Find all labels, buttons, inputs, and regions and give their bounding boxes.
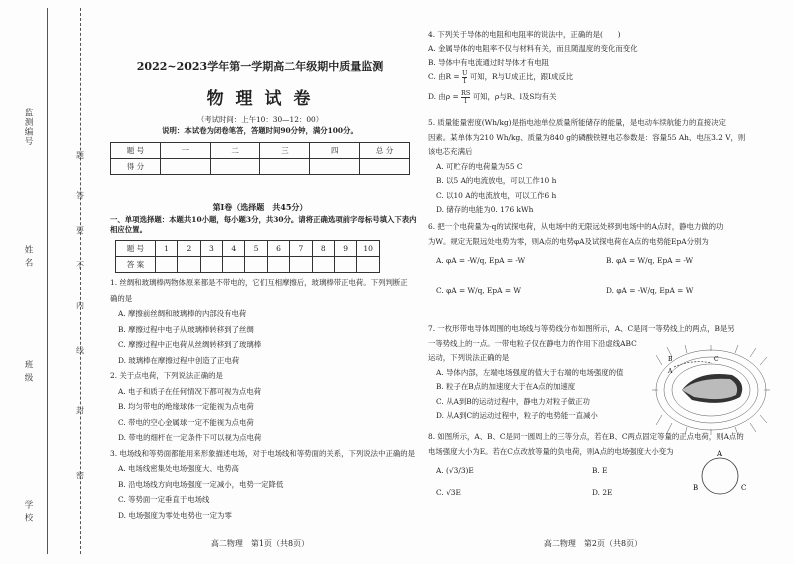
question-line-left: 1. 丝绸和玻璃棒两物体原来都是不带电的，它们互相摩擦后，玻璃棒带正电荷。下列判断正 — [110, 278, 408, 287]
question-line-q5: A. 可贮存的电荷量为55 C — [436, 161, 523, 171]
part1-instruction-1: 一、单项选择题：本题共10小题，每小题3分，共30分。请将正确选项前字母标号填入下表内 — [110, 215, 417, 224]
question-line-left: A. 摩擦前丝绸和玻璃棒的内部没有电荷 — [118, 309, 247, 318]
question-line-left: 2. 关于点电荷，下列说法正确的是 — [110, 371, 223, 380]
answer-table-cell: 8 — [312, 241, 334, 257]
score-table-cell: 得 分 — [111, 159, 161, 175]
answer-table-cell: 6 — [267, 241, 289, 257]
q4c-post: 可知，R与U成正比，跟I成反比 — [469, 72, 574, 81]
question-line-q7: 7. 一枚形带电导体周围的电场线与等势线分布如图所示，A、C是同一等势线上的两点，B是另 — [428, 324, 735, 333]
answer-table-cell — [178, 257, 200, 273]
question-line-q8: 8. 如图所示，A、B、C是同一圆周上的三等分点，若在B、C两点固定等量的正点电荷，则A点的 — [428, 432, 744, 441]
seal-char: 密 — [76, 471, 84, 480]
q4d-den: l — [464, 96, 467, 105]
score-table — [110, 142, 410, 175]
answer-table-cell: 9 — [334, 241, 356, 257]
fig7-label-b: B — [668, 356, 673, 363]
seal-char: 不 — [76, 261, 84, 270]
q4-option-b: B. 导体中有电流通过时导体才有电阻 — [428, 58, 549, 67]
q6-option: A. φA = -W/q, EpA = -W — [436, 256, 526, 265]
answer-table-cell — [334, 257, 356, 273]
q4d-post: 可知，ρ与R、l及S均有关 — [472, 92, 557, 101]
answer-table-cell: 答 案 — [116, 257, 156, 273]
exam-time: （考试时间：上午10：30—12：00） — [196, 115, 324, 124]
answer-table-cell: 10 — [357, 241, 380, 257]
answer-table-cell — [290, 257, 312, 273]
question-line-q6: 6. 把一个电荷量为-q的试探电荷，从电场中的无限远处移到电场中的A点时，静电力做的功 — [428, 222, 724, 231]
question-line-q7: A. 导体内部，左端电场强度的值大于右端的电场强度的值 — [436, 367, 624, 377]
class-label: 班 级 — [23, 360, 33, 383]
circle-label-a: A — [717, 450, 723, 458]
seal-char: 封 — [76, 406, 84, 415]
answer-table-cell — [245, 257, 267, 273]
q8-option: B. E — [592, 466, 608, 475]
fig7-label-a: A — [668, 368, 673, 375]
score-table-cell: 四 — [310, 143, 360, 159]
part1-instruction-2: 相应位置。 — [110, 225, 147, 234]
q6-option: C. φA = W/q, EpA = W — [436, 286, 521, 295]
seal-char: 内 — [76, 301, 84, 310]
seal-char: 线 — [76, 346, 84, 355]
question-line-left: D. 电场强度为零处电势也一定为零 — [118, 510, 232, 520]
binding-line — [47, 8, 48, 554]
answer-table-cell: 1 — [155, 241, 177, 257]
score-table-cell: 题 号 — [111, 143, 161, 159]
question-line-q5: D. 储存的电能为0. 176 kWh — [436, 205, 534, 214]
score-table-cell — [260, 159, 310, 175]
q4-option-c — [428, 68, 573, 86]
score-table-cell: 二 — [210, 143, 260, 159]
question-line-left: B. 摩擦过程中电子从玻璃棒转移到了丝绸 — [118, 324, 254, 334]
question-line-q5: B. 以5 A的电流放电，可以工作10 h — [436, 176, 557, 185]
question-line-left: 3. 电场线和等势面都能用来形象描述电场，对于电场线和等势面的关系，下列说法中正确的是 — [110, 448, 416, 458]
part1-title: 第Ⅰ卷（选择题 共45分） — [212, 202, 308, 212]
fig7-label-c: C — [714, 356, 719, 363]
question-line-left: C. 带电的空心金属球一定不能视为点电荷 — [118, 417, 254, 427]
footer-left: 高二物理 第1页（共8页） — [210, 539, 310, 548]
answer-table-cell: 4 — [223, 241, 245, 257]
score-table-cell — [310, 159, 360, 175]
question-line-left: C. 摩擦过程中正电荷从丝绸转移到了玻璃棒 — [118, 340, 262, 349]
answer-table-cell: 2 — [178, 241, 200, 257]
question-line-left: C. 等势面一定垂直于电场线 — [118, 495, 210, 504]
seal-char: 要 — [76, 226, 84, 235]
exam-note: 说明：本试卷为闭卷笔答，答题时间90分钟，满分100分。 — [162, 126, 358, 135]
answer-table-cell: 7 — [290, 241, 312, 257]
q8-circle-figure — [690, 448, 750, 498]
q4c-num: U — [461, 68, 468, 77]
question-line-left: A. 电场线密集处电场强度大、电势高 — [118, 464, 239, 473]
q4c-den: I — [463, 76, 466, 85]
seal-char: 题 — [76, 151, 84, 160]
q8-option: C. √3E — [436, 488, 461, 497]
answer-table-cell — [155, 257, 177, 273]
school-label: 学 校 — [23, 500, 33, 523]
question-line-q5: 因素。某单体为210 Wh/kg、质量为840 g的磷酸铁锂电芯参数是：容量55 Ah、电压3.2 V，则 — [428, 132, 746, 142]
score-table-cell: 三 — [260, 143, 310, 159]
question-line-q7: C. 从A到B的运动过程中，静电力对粒子做正功 — [436, 396, 590, 406]
q8-option: A. (√3/3)E — [436, 466, 474, 475]
question-line-left: 确的是 — [110, 293, 133, 303]
score-table-cell — [360, 159, 410, 175]
binding-strip — [0, 0, 100, 564]
answer-table-cell — [267, 257, 289, 273]
q4c-fraction — [462, 70, 467, 85]
q4-stem: 4. 下列关于导体的电阻和电阻率的说法中，正确的是( ) — [428, 30, 621, 39]
circle-label-c: C — [741, 484, 747, 492]
question-line-left: A. 电子和质子在任何情况下都可视为点电荷 — [118, 386, 262, 396]
question-line-q5: 5. 质量能量密度(Wh/kg)是指电池单位质量所能储存的能量，是电动车续航能力的直接决定 — [428, 118, 726, 127]
score-table-cell: 一 — [160, 143, 210, 159]
q4d-pre: D. 由ρ = — [428, 92, 459, 101]
question-line-q7: 一等势线上的一点。一带电粒子仅在静电力的作用下沿虚线ABC — [428, 338, 637, 348]
answer-table-cell — [223, 257, 245, 273]
exam-year-title: 2022~2023学年第一学期高二年级期中质量监测 — [136, 60, 384, 73]
question-line-q7: D. 从A到C的运动过程中，粒子的电势能一直减小 — [436, 411, 598, 420]
answer-table-cell — [312, 257, 334, 273]
question-line-q7: 运动，下列说法正确的是 — [428, 353, 510, 362]
question-line-left: B. 沿电场线方向电场强度一定减小，电势一定降低 — [118, 479, 284, 489]
footer-right: 高二物理 第2页（共8页） — [543, 539, 643, 548]
question-line-q5: C. 以10 A的电流放电，可以工作6 h — [436, 190, 557, 200]
circle-label-b: B — [693, 484, 699, 492]
q4-option-d — [428, 88, 557, 106]
answer-table-cell: 5 — [245, 241, 267, 257]
question-line-q7: B. 粒子在B点的加速度大于在A点的加速度 — [436, 382, 576, 391]
answer-table-cell: 题 号 — [116, 241, 156, 257]
q4d-fraction — [461, 90, 470, 105]
name-label: 姓 名 — [23, 245, 33, 268]
exam-number-label: 监测编号 — [23, 108, 33, 146]
circle-outline — [702, 458, 738, 494]
question-line-left: D. 玻璃棒在摩擦过程中创造了正电荷 — [118, 355, 240, 365]
score-table-cell — [210, 159, 260, 175]
q4-option-a: A. 金属导体的电阻率不仅与材料有关，而且随温度的变化而变化 — [428, 44, 638, 53]
q6-option: B. φA = W/q, EpA = -W — [606, 256, 694, 265]
question-line-q8: 电场强度大小为E。若在C点改放等量的负电荷，则A点的电场强度大小变为 — [428, 446, 674, 456]
seal-char: 答 — [76, 191, 84, 200]
answer-table-cell — [357, 257, 380, 273]
score-table-cell: 总 分 — [360, 143, 410, 159]
q6-option: D. φA = -W/q, EpA = W — [606, 286, 694, 295]
question-line-left: B. 均匀带电的绝缘球体一定能视为点电荷 — [118, 402, 254, 411]
q8-option: D. 2E — [592, 488, 613, 497]
question-line-left: D. 带电的细杆在一定条件下可以视为点电荷 — [118, 433, 262, 442]
answer-table-cell — [200, 257, 222, 273]
question-line-q5: 该电芯充满后 — [428, 147, 473, 156]
score-table-cell — [160, 159, 210, 175]
q4d-num: RS — [461, 88, 471, 97]
answer-table — [115, 240, 380, 273]
exam-subject-title: 物 理 试 卷 — [206, 89, 314, 109]
q7-field-figure — [652, 345, 770, 435]
question-line-q6: 为W。规定无限远处电势为零，则A点的电势φA及试探电荷在A点的电势能EpA分别为 — [428, 236, 709, 246]
q4c-pre: C. 由R = — [428, 72, 460, 81]
answer-table-cell: 3 — [200, 241, 222, 257]
